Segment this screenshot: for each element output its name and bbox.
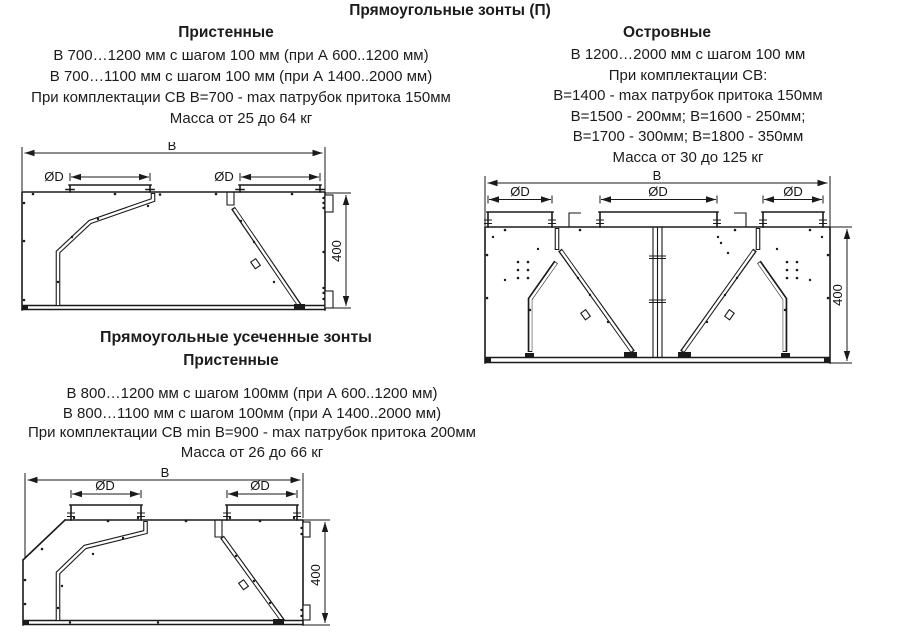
dimension-duct-left [44,169,150,184]
wall-hood-drawing [8,142,358,320]
hood-body [22,185,333,310]
truncated-hood-drawing [8,468,343,636]
dimension-height [830,227,852,363]
spec-line: Масса от 30 до 125 кг [612,148,764,166]
spec-line: В 800…1100 мм с шагом 100мм (при А 1400..2000 мм) [62,404,442,422]
dim-label-width: B [167,142,177,153]
spec-line: В 700…1100 мм с шагом 100 мм (при А 1400..2000 мм) [49,68,433,85]
dim-label-diameter: ØD [44,169,64,184]
dim-label-diameter: ØD [783,184,803,199]
dimension-duct-left [488,184,552,204]
dim-label-height: 400 [830,284,845,306]
dim-label-diameter: ØD [648,184,668,199]
spec-line: В=1500 - 200мм; В=1600 - 250мм; [570,107,806,125]
truncated-title: Прямоугольные усеченные зонты [100,329,372,346]
dim-label-height: 400 [308,564,323,586]
dimension-duct-center [600,184,717,204]
section-wall-mounted [6,24,476,129]
dimension-duct-right [214,169,320,184]
dim-label-diameter: ØD [250,478,270,493]
baffle-strips [58,193,300,306]
spec-line: В 800…1200 мм с шагом 100мм (при А 600..1200 мм) [66,385,438,402]
dim-label-diameter: ØD [214,169,234,184]
island-hood-drawing [478,170,858,370]
spec-line: В=1400 - max патрубок притока 150мм [553,87,823,104]
rivets-and-feet [23,517,303,625]
spec-line: В 1200…2000 мм с шагом 100 мм [570,46,806,63]
dim-label-diameter: ØD [95,478,115,493]
section-island [480,24,896,168]
dimension-duct-right [763,184,823,204]
dimension-width [22,142,325,191]
wall-heading: Пристенные [178,24,274,41]
spec-line: В 700…1200 мм с шагом 100 мм (при А 600..1200 мм) [53,47,429,64]
dim-label-diameter: ØD [510,184,530,199]
spec-line: При комплектации СВ В=700 - max патрубок притока 150мм [31,89,451,106]
dim-label-height: 400 [329,240,344,262]
dimension-duct-right [227,478,297,498]
spec-line: При комплектации СВ min В=900 - max патрубок притока 200мм [28,424,476,441]
spec-line: При комплектации СВ: [608,66,768,84]
truncated-heading: Пристенные [183,352,279,369]
island-heading: Островные [623,24,711,41]
dimension-duct-left [71,478,141,498]
rivets-and-feet [22,193,325,310]
section-truncated [2,329,502,462]
dim-label-width: B [160,468,170,480]
spec-line: Масса от 25 до 64 кг [169,110,313,127]
page-title: Прямоугольные зонты (П) [349,2,551,19]
spec-line: Масса от 26 до 66 кг [180,443,324,461]
spec-line: В=1700 - 300мм; В=1800 - 350мм [572,128,804,145]
baffle-strips [58,521,283,621]
dim-label-width: B [652,170,662,183]
